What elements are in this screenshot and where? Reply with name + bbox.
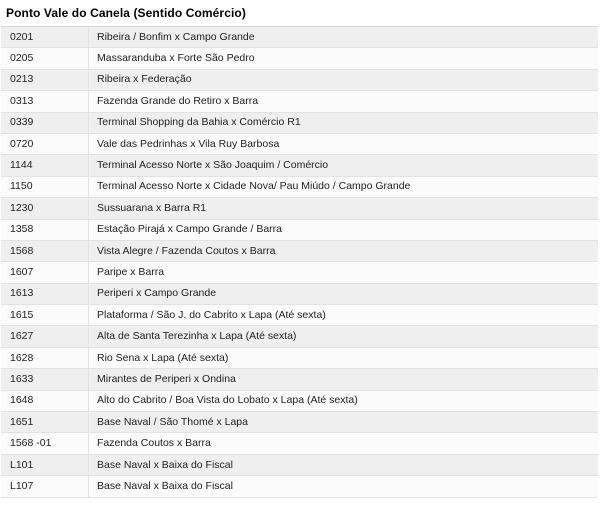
route-name: Terminal Shopping da Bahia x Comércio R1	[89, 112, 599, 133]
route-code: 1150	[1, 176, 89, 197]
table-row	[1, 48, 598, 69]
route-name: Base Naval / São Thomé x Lapa	[89, 412, 599, 433]
route-code: 1144	[1, 155, 89, 176]
table-row	[1, 69, 598, 90]
route-name: Terminal Acesso Norte x Cidade Nova/ Pau Miúdo / Campo Grande	[89, 176, 599, 197]
table-row	[1, 112, 598, 133]
table-row	[1, 240, 598, 261]
route-name: Fazenda Coutos x Barra	[89, 433, 599, 454]
table-row	[1, 262, 598, 283]
route-code: 1607	[1, 262, 89, 283]
route-code: 0201	[1, 27, 89, 48]
route-code: 0720	[1, 133, 89, 154]
route-code: 1628	[1, 347, 89, 368]
table-row	[1, 412, 598, 433]
route-code: 0205	[1, 48, 89, 69]
route-code: 1633	[1, 369, 89, 390]
table-row	[1, 454, 598, 475]
page-title: Ponto Vale do Canela (Sentido Comércio)	[6, 6, 246, 20]
route-name: Plataforma / São J. do Cabrito x Lapa (Até sexta)	[89, 305, 599, 326]
route-name: Ribeira x Federação	[89, 69, 599, 90]
route-code: 1615	[1, 305, 89, 326]
route-name: Rio Sena x Lapa (Até sexta)	[89, 347, 599, 368]
table-row	[1, 176, 598, 197]
route-name: Sussuarana x Barra R1	[89, 198, 599, 219]
route-code: 0339	[1, 112, 89, 133]
route-name: Paripe x Barra	[89, 262, 599, 283]
route-name: Base Naval x Baixa do Fiscal	[89, 454, 599, 475]
table-row	[1, 390, 598, 411]
table-row	[1, 283, 598, 304]
route-name: Terminal Acesso Norte x São Joaquim / Comércio	[89, 155, 599, 176]
table-row	[1, 155, 598, 176]
route-code: 1230	[1, 198, 89, 219]
route-code: 1627	[1, 326, 89, 347]
table-row	[1, 133, 598, 154]
route-code: L107	[1, 476, 89, 497]
route-name: Massaranduba x Forte São Pedro	[89, 48, 599, 69]
route-code: 1568	[1, 240, 89, 261]
route-name: Vista Alegre / Fazenda Coutos x Barra	[89, 240, 599, 261]
table-row	[1, 433, 598, 454]
route-name: Base Naval x Baixa do Fiscal	[89, 476, 599, 497]
route-name: Alto do Cabrito / Boa Vista do Lobato x Lapa (Até sexta)	[89, 390, 599, 411]
table-row	[1, 369, 598, 390]
table-row	[1, 27, 598, 48]
route-code: 1568 -01	[1, 433, 89, 454]
route-code: L101	[1, 454, 89, 475]
table-row	[1, 347, 598, 368]
routes-table-body	[1, 27, 598, 498]
route-name: Vale das Pedrinhas x Vila Ruy Barbosa	[89, 133, 599, 154]
route-name: Mirantes de Periperi x Ondina	[89, 369, 599, 390]
route-code: 1358	[1, 219, 89, 240]
route-name: Fazenda Grande do Retiro x Barra	[89, 91, 599, 112]
route-code: 0313	[1, 91, 89, 112]
table-row	[1, 305, 598, 326]
route-name: Alta de Santa Terezinha x Lapa (Até sexta)	[89, 326, 599, 347]
route-code: 0213	[1, 69, 89, 90]
route-code: 1613	[1, 283, 89, 304]
route-name: Ribeira / Bonfim x Campo Grande	[89, 27, 599, 48]
table-row	[1, 219, 598, 240]
table-row	[1, 91, 598, 112]
route-name: Periperi x Campo Grande	[89, 283, 599, 304]
routes-table	[1, 26, 598, 498]
table-row	[1, 476, 598, 497]
table-row	[1, 198, 598, 219]
route-name: Estação Pirajá x Campo Grande / Barra	[89, 219, 599, 240]
route-code: 1651	[1, 412, 89, 433]
table-row	[1, 326, 598, 347]
route-code: 1648	[1, 390, 89, 411]
